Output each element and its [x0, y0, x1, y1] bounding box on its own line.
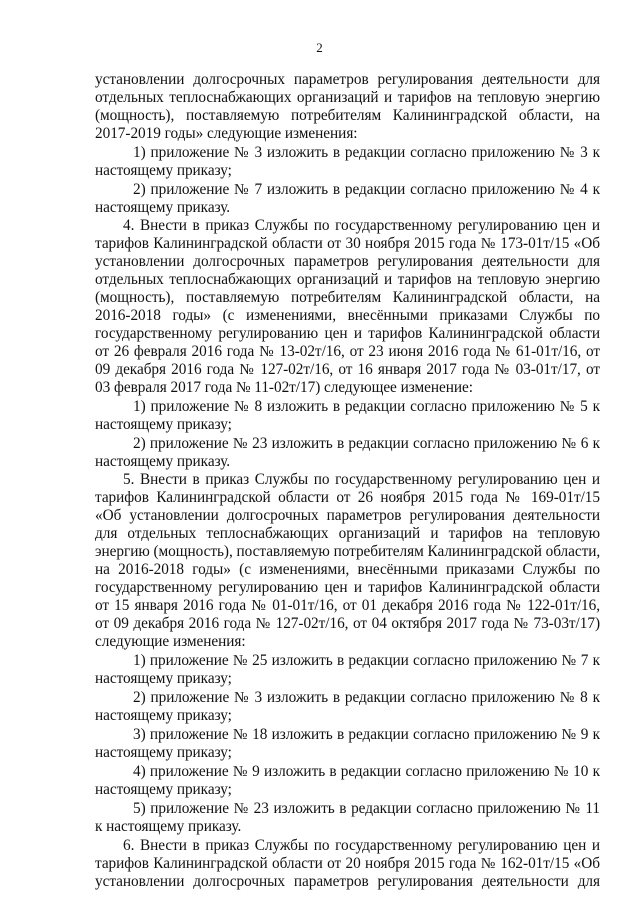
text-line: 4. Внести в приказ Службы по государственному регулированию цен и [123, 217, 600, 234]
text-line: 03 февраля 2017 года № 11-02т/17) следующее изменение: [95, 379, 473, 396]
text-line: 1) приложение № 8 изложить в редакции согласно приложению № 5 к [133, 398, 600, 415]
text-line: настоящему приказу; [95, 744, 232, 761]
text-line: настоящему приказу; [95, 670, 232, 687]
page-number: 2 [316, 40, 323, 55]
text-line: тарифов Калининградской области от 20 ноября 2015 года № 162-01т/15 «Об [95, 855, 600, 872]
text-line: 2016-2018 годы» (с изменениями, внесёнными приказами Службы по [95, 307, 600, 324]
text-line: настоящему приказу; [95, 162, 232, 179]
text-line: отдельных теплоснабжающих организаций и тарифов на тепловую энергию [95, 89, 600, 106]
text-line: настоящему приказу. [95, 453, 231, 470]
text-line: энергию (мощность), поставляемую потребителям Калининградской области, [95, 543, 601, 560]
text-line: настоящему приказу; [95, 707, 232, 724]
text-line: государственному регулированию цен и тарифов Калининградской области [95, 579, 600, 596]
text-line: 5) приложение № 23 изложить в редакции согласно приложению № 11 [133, 800, 600, 817]
text-line: (мощность), поставляемую потребителям Калининградской области, на [95, 107, 600, 124]
text-line: от 26 февраля 2016 года № 13-02т/16, от 23 июня 2016 года № 61-01т/16, от [95, 343, 600, 360]
text-line: 09 декабря 2016 года № 127-02т/16, от 16 января 2017 года № 03-01т/17, от [95, 361, 600, 378]
text-line: на 2016-2018 годы» (с изменениями, внесёнными приказами Службы по [95, 561, 600, 578]
text-line: 4) приложение № 9 изложить в редакции согласно приложению № 10 к [133, 763, 600, 780]
text-line: 5. Внести в приказ Службы по государственному регулированию цен и [123, 471, 600, 488]
text-line: (мощность), поставляемую потребителям Калининградской области, на [95, 289, 600, 306]
text-line: установлении долгосрочных параметров регулирования деятельности для [95, 253, 600, 270]
text-line: к настоящему приказу. [95, 818, 242, 835]
text-line: 2) приложение № 3 изложить в редакции согласно приложению № 8 к [133, 689, 600, 706]
text-line: 2017-2019 годы» следующие изменения: [95, 125, 358, 142]
text-line: 6. Внести в приказ Службы по государственному регулированию цен и [123, 837, 600, 854]
text-line: 2) приложение № 7 изложить в редакции согласно приложению № 4 к [133, 181, 600, 198]
text-line: настоящему приказу; [95, 416, 232, 433]
text-line: от 15 января 2016 года № 01-01т/16, от 01 декабря 2016 года № 122-01т/16, [95, 597, 600, 614]
text-line: «Об установлении долгосрочных параметров регулирования деятельности [95, 507, 600, 524]
text-line: тарифов Калининградской области от 26 ноября 2015 года № 169-01т/15 [95, 489, 600, 506]
text-line: установлении долгосрочных параметров регулирования деятельности для [95, 873, 600, 890]
text-line: 3) приложение № 18 изложить в редакции согласно приложению № 9 к [133, 726, 600, 743]
text-line: настоящему приказу; [95, 781, 232, 798]
text-line: установлении долгосрочных параметров регулирования деятельности для [95, 71, 600, 88]
text-line: следующие изменения: [95, 633, 246, 650]
text-line: тарифов Калининградской области от 30 ноября 2015 года № 173-01т/15 «Об [95, 235, 600, 252]
text-line: для отдельных теплоснабжающих организаций и тарифов на тепловую [95, 525, 600, 542]
text-line: отдельных теплоснабжающих организаций и тарифов на тепловую энергию [95, 271, 600, 288]
text-line: от 09 декабря 2016 года № 127-02т/16, от 04 октября 2017 года № 73-03т/17) [95, 615, 600, 632]
text-line: государственному регулированию цен и тарифов Калининградской области [95, 325, 600, 342]
text-line: 1) приложение № 25 изложить в редакции согласно приложению № 7 к [133, 652, 600, 669]
text-line: 1) приложение № 3 изложить в редакции согласно приложению № 3 к [133, 144, 600, 161]
text-line: 2) приложение № 23 изложить в редакции согласно приложению № 6 к [133, 435, 600, 452]
text-line: настоящему приказу. [95, 199, 231, 216]
